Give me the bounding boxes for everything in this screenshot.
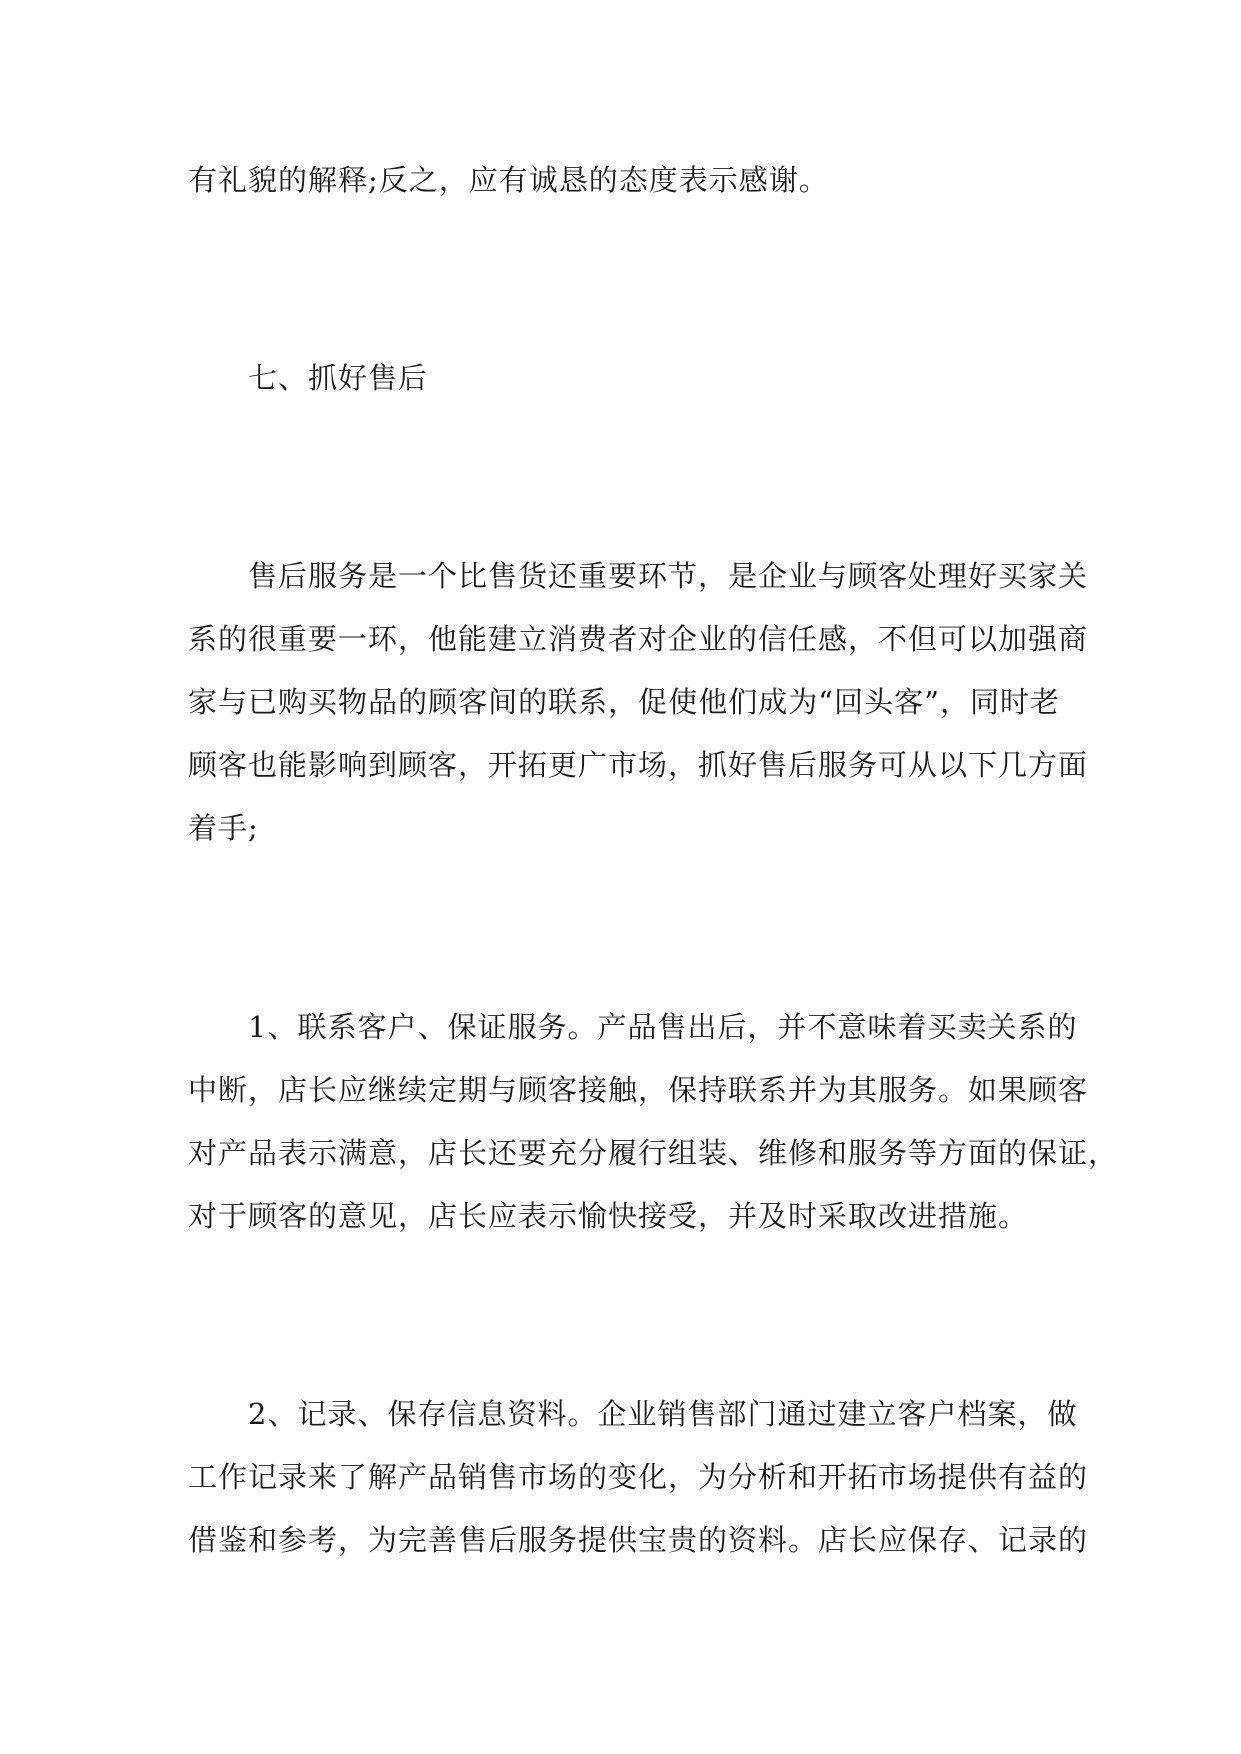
paragraph-line: 系的很重要一环，他能建立消费者对企业的信任感，不但可以加强商: [188, 622, 1089, 656]
paragraph-line: 2、记录、保存信息资料。企业销售部门通过建立客户档案，做: [248, 1397, 1078, 1431]
paragraph-line: 中断，店长应继续定期与顾客接触，保持联系并为其服务。如果顾客: [188, 1073, 1089, 1107]
paragraph-line: 1、联系客户、保证服务。产品售出后，并不意味着买卖关系的: [248, 1010, 1078, 1044]
paragraph-line: 着手;: [188, 811, 259, 845]
paragraph-line: 顾客也能影响到顾客，开拓更广市场，抓好售后服务可从以下几方面: [188, 748, 1089, 782]
paragraph-continuation: 有礼貌的解释;反之，应有诚恳的态度表示感谢。: [188, 163, 829, 197]
section-heading: 七、抓好售后: [248, 361, 429, 395]
paragraph-line: 工作记录来了解产品销售市场的变化，为分析和开拓市场提供有益的: [188, 1460, 1089, 1494]
paragraph-line: 对于顾客的意见，店长应表示愉快接受，并及时采取改进措施。: [188, 1199, 1029, 1233]
paragraph-line: 售后服务是一个比售货还重要环节，是企业与顾客处理好买家关: [248, 559, 1089, 593]
paragraph-line: 对产品表示满意，店长还要充分履行组装、维修和服务等方面的保证，: [188, 1136, 1119, 1170]
paragraph-line: 家与已购买物品的顾客间的联系，促使他们成为“回头客”，同时老: [188, 685, 1060, 719]
paragraph-line: 借鉴和参考，为完善售后服务提供宝贵的资料。店长应保存、记录的: [188, 1523, 1089, 1557]
